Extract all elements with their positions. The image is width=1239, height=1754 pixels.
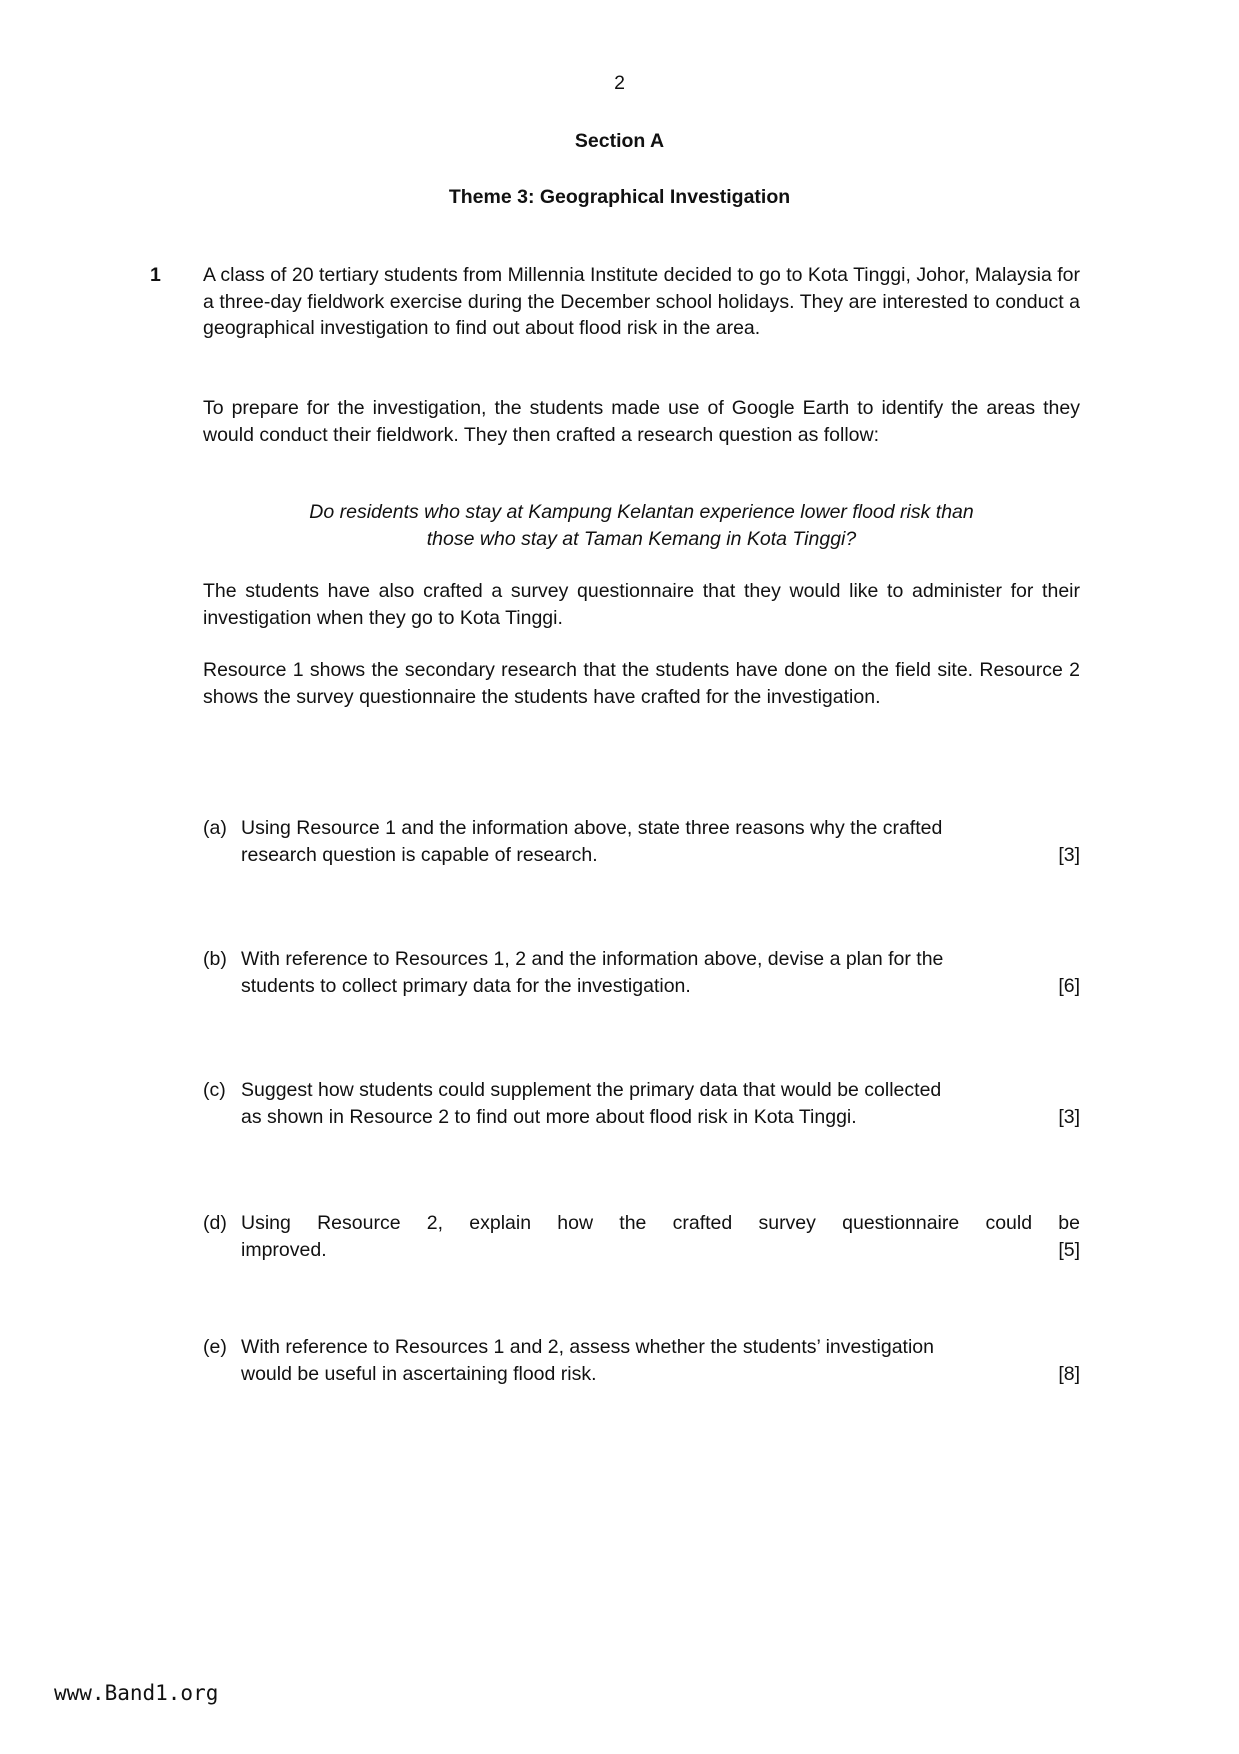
part-text-cont: students to collect primary data for the investigation. [241,974,691,997]
part-label: (d) [203,1212,227,1234]
marks: [8] [1058,1362,1080,1385]
part-text: Suggest how students could supplement the primary data that would be collected [241,1079,942,1101]
part-text-cont: would be useful in ascertaining flood risk. [241,1362,597,1385]
resources-paragraph: Resource 1 shows the secondary research that the students have done on the field site. Resource 2 shows the survey questionnaire the students have crafted for the investigation. [203,659,1080,708]
part-text: With reference to Resources 1 and 2, assess whether the students’ investigation [241,1336,934,1358]
part-text-cont: as shown in Resource 2 to find out more about flood risk in Kota Tinggi. [241,1105,857,1128]
question-part-a [203,815,1080,868]
question-part-e [203,1334,1080,1387]
research-question-line-1: Do residents who stay at Kampung Kelantan experience lower flood risk than [309,501,974,523]
part-label: (c) [203,1079,226,1101]
intro-paragraph: A class of 20 tertiary students from Millennia Institute decided to go to Kota Tinggi, Johor, Malaysia for a three-day fieldwork exercise during the December school holidays. They are interested to conduct a geographical investigation to find out about flood risk in the area. [203,264,1080,339]
section-heading: Section A [574,130,665,152]
part-text: Using Resource 2, explain how the crafted survey questionnaire could be [241,1212,1080,1234]
part-label: (e) [203,1336,227,1358]
research-question-line-2: those who stay at Taman Kemang in Kota Tinggi? [426,527,857,550]
part-text-cont: improved. [241,1238,327,1261]
preparation-paragraph: To prepare for the investigation, the students made use of Google Earth to identify the areas they would conduct their fieldwork. They then crafted a research question as follow: [203,397,1080,446]
theme-heading: Theme 3: Geographical Investigation [448,186,791,208]
research-question [203,499,1080,552]
footer-watermark: www.Band1.org [54,1681,219,1705]
question-part-d [203,1210,1080,1263]
marks: [3] [1058,843,1080,866]
part-label: (b) [203,948,227,970]
marks: [5] [1058,1238,1080,1261]
page-number: 2 [614,72,625,94]
marks: [3] [1058,1105,1080,1128]
question-part-c [203,1077,1080,1130]
question-part-b [203,946,1080,999]
part-label: (a) [203,817,227,839]
question-number: 1 [150,264,161,286]
part-text-cont: research question is capable of research. [241,843,598,866]
marks: [6] [1058,974,1080,997]
part-text: With reference to Resources 1, 2 and the information above, devise a plan for the [241,948,944,970]
questionnaire-paragraph: The students have also crafted a survey questionnaire that they would like to administer for their investigation when they go to Kota Tinggi. [203,580,1080,629]
part-text: Using Resource 1 and the information above, state three reasons why the crafted [241,817,943,839]
